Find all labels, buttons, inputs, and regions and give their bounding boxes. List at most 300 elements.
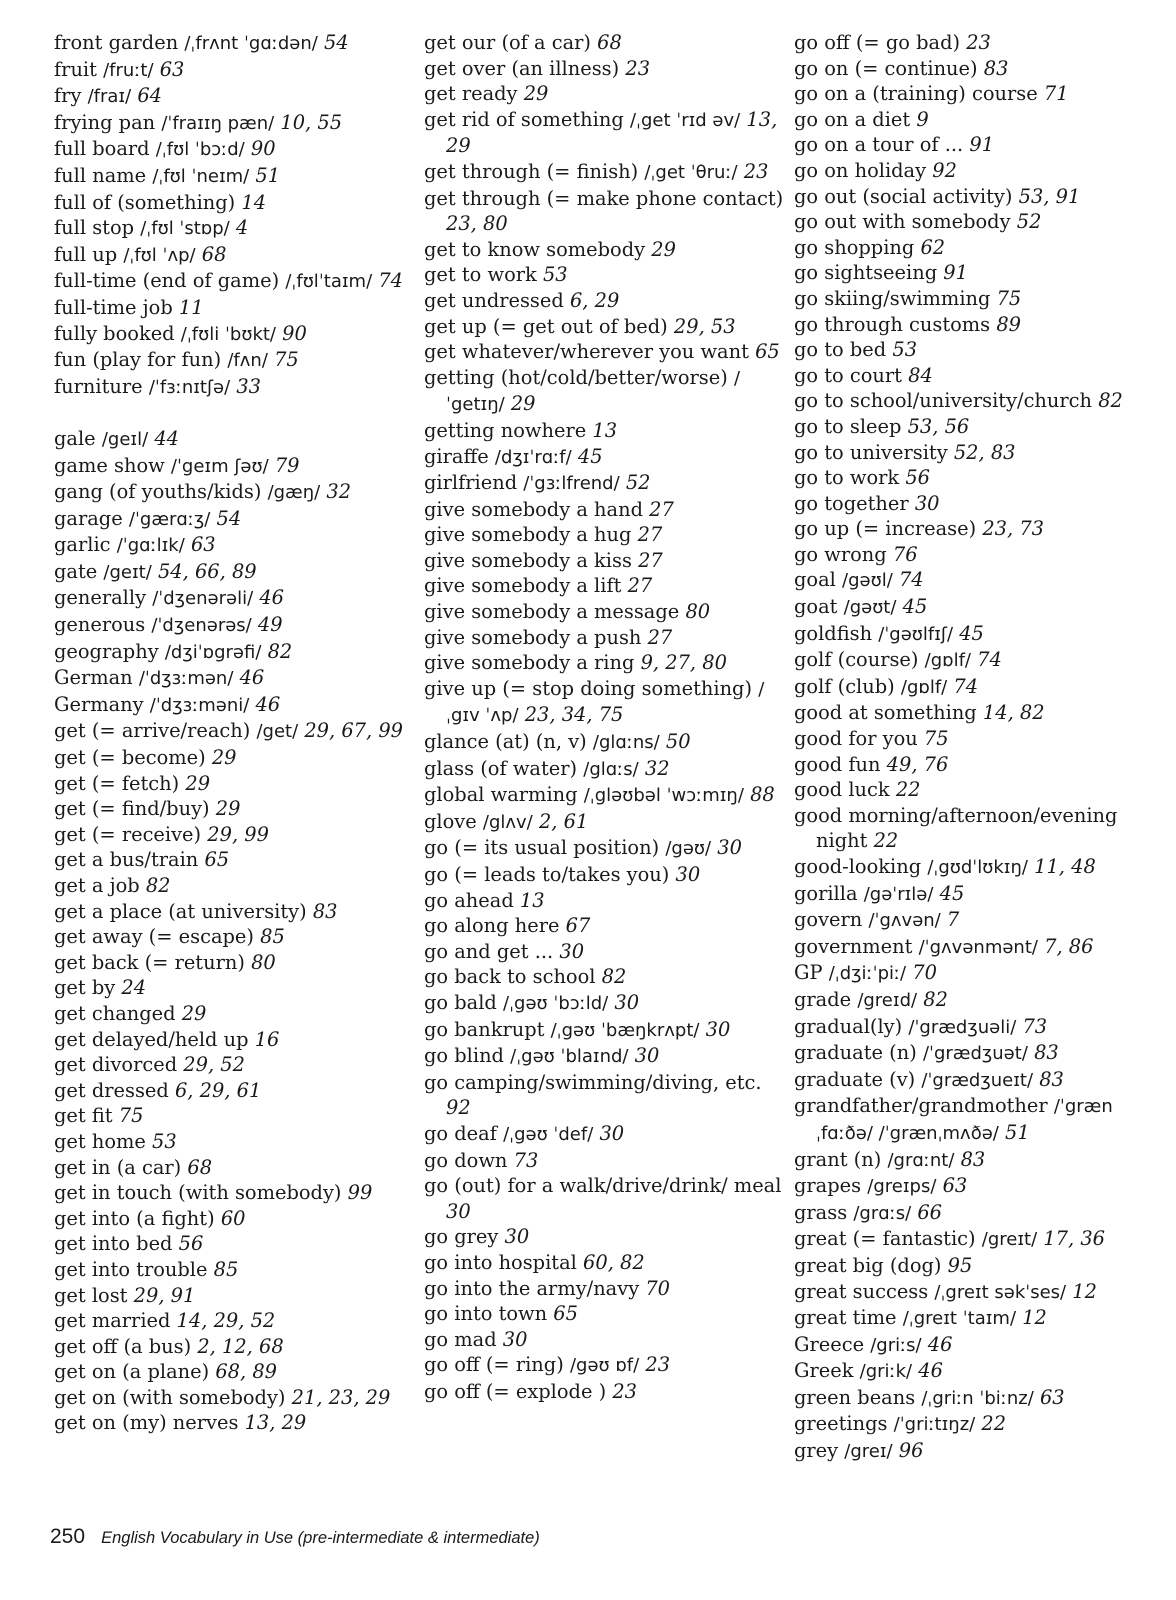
entry-headword: goal [794,568,836,592]
entry-unit-numbers: 29 [215,797,241,821]
entry-unit-numbers: 4 [235,216,249,240]
entry-headword: get our (of a car) [424,31,591,54]
entry-headword: go on (= continue) [794,56,978,80]
entry-unit-numbers: 74 [898,568,924,592]
index-entry [54,426,414,453]
entry-unit-numbers: 63 [190,533,216,557]
index-entry [424,56,784,82]
entry-pronunciation: /greɪps/ [867,1176,937,1198]
index-entry [54,268,414,295]
entry-headword: give somebody a hand [424,497,643,521]
entry-unit-numbers: 7 [946,908,960,932]
index-entry [54,83,414,110]
index-entry [424,237,784,263]
entry-pronunciation: /fruːt/ [103,59,154,81]
index-entry [424,888,784,914]
entry-headword: get to work [424,263,537,287]
entry-headword: good morning/afternoon/evening night [794,803,1118,853]
index-entry [424,365,784,418]
entry-unit-numbers: 49 [257,613,283,637]
entry-headword: get married [54,1309,171,1333]
entry-pronunciation: /gəˈrɪlə/ [863,883,934,905]
index-entry [424,1276,784,1302]
entry-headword: get on (my) nerves [54,1411,239,1435]
entry-unit-numbers: 53, 56 [907,414,970,438]
entry-unit-numbers: 91 [943,261,968,285]
entry-unit-numbers: 30 [504,1225,530,1249]
entry-headword: get undressed [424,288,564,312]
entry-unit-numbers: 83 [1039,1067,1064,1091]
entry-unit-numbers: 79 [274,453,300,477]
entry-headword: get by [54,976,116,1000]
entry-unit-numbers: 74 [378,269,403,293]
entry-headword: garlic [54,533,111,557]
entry-headword: get on (a plane) [54,1360,210,1384]
entry-headword: glove [424,809,477,833]
entry-headword: give somebody a kiss [424,548,632,572]
entry-unit-numbers: 27 [627,574,653,598]
entry-headword: fully booked [54,321,175,345]
entry-unit-numbers: 29, 53 [673,314,736,338]
entry-headword: get back (= return) [54,950,245,974]
entry-unit-numbers: 45 [939,881,965,905]
index-entry [54,692,414,719]
entry-headword: good fun [794,752,881,776]
index-entry [794,30,1164,56]
entry-headword: great success [794,1279,929,1303]
index-entry [424,444,784,471]
index-entry [424,862,784,888]
entry-unit-numbers: 68 [201,242,227,266]
index-entry [794,1200,1164,1227]
entry-pronunciation: /ˈgʌvən/ [868,910,941,932]
index-entry [424,650,784,676]
entry-headword: gorilla [794,881,858,905]
entry-unit-numbers: 89 [996,312,1021,336]
entry-pronunciation: /ˈdʒenərəli/ [152,588,254,610]
entry-pronunciation: /greɪd/ [857,989,918,1011]
entry-headword: go bankrupt [424,1017,545,1041]
entry-pronunciation: /grɑːnt/ [887,1149,955,1171]
entry-pronunciation: /gəʊ/ [665,838,712,860]
entry-headword: GP [794,961,823,985]
entry-unit-numbers: 70 [645,1276,671,1300]
entry-headword: go (= leads to/takes you) [424,863,670,886]
entry-headword: go bald [424,990,497,1014]
entry-unit-numbers: 67 [565,914,591,938]
entry-headword: go sightseeing [794,261,938,285]
entry-unit-numbers: 30 [705,1017,731,1041]
entry-pronunciation: /ˌgəʊ ˈbɔːld/ [503,992,609,1014]
entry-unit-numbers: 23, 80 [446,212,508,236]
entry-unit-numbers: 82 [923,987,948,1011]
entry-pronunciation: /ˈdʒɜːmən/ [138,668,234,690]
entry-unit-numbers: 51 [1005,1120,1030,1144]
entry-unit-numbers: 85 [260,925,285,949]
entry-headword: fry [54,84,82,108]
entry-headword: German [54,666,133,690]
entry-headword: go deaf [424,1121,497,1145]
entry-unit-numbers: 10, 55 [280,110,343,134]
entry-pronunciation: /gəʊt/ [843,597,897,619]
entry-unit-numbers: 63 [159,57,185,81]
entry-pronunciation: /ˈgriːtɪŋz/ [893,1414,976,1436]
index-entry [794,414,1164,440]
index-entry [794,803,1164,854]
page-footer [50,1525,540,1549]
entry-headword: golf (club) [794,674,895,698]
index-entry [424,1379,784,1405]
entry-unit-numbers: 29 [523,82,549,106]
index-entry [794,881,1164,908]
entry-unit-numbers: 14, 82 [982,701,1045,725]
index-entry [794,1279,1164,1306]
entry-unit-numbers: 96 [898,1439,924,1463]
entry-headword: get (= fetch) [54,771,180,795]
entry-headword: great (= fantastic) [794,1227,976,1251]
entry-pronunciation: /ˌgəʊ ˈblaɪnd/ [510,1046,629,1068]
index-entry [424,1121,784,1148]
entry-unit-numbers: 32 [644,756,670,780]
entry-headword: give somebody a message [424,600,680,624]
index-entry [424,782,784,809]
entry-headword: front garden [54,31,179,54]
entry-headword: grass [794,1200,848,1224]
index-entry [794,388,1164,414]
index-entry [424,599,784,625]
index-entry [54,718,414,745]
index-entry [54,745,414,771]
entry-pronunciation: /dʒɪˈrɑːf/ [494,446,572,468]
index-entry [54,1257,414,1283]
entry-unit-numbers: 24 [121,976,147,1000]
index-entry [794,567,1164,594]
entry-unit-numbers: 13, 29 [446,107,778,158]
entry-unit-numbers: 21, 23, 29 [291,1385,391,1409]
entry-headword: go into hospital [424,1250,577,1274]
index-entry [424,314,784,340]
entry-headword: go off (= go bad) [794,31,961,54]
index-entry [794,209,1164,235]
index-entry [424,913,784,939]
index-entry [54,950,414,976]
entry-unit-numbers: 13, 29 [244,1411,307,1435]
entry-headword: grapes [794,1174,862,1198]
entry-headword: go on a (training) course [794,82,1038,106]
entry-headword: good luck [794,778,890,802]
entry-unit-numbers: 60 [220,1206,246,1230]
entry-headword: furniture [54,374,143,398]
entry-headword: go into the army/navy [424,1276,640,1300]
entry-pronunciation: /ˌdʒiːˈpiː/ [828,963,907,985]
index-entry [424,1070,784,1121]
index-entry [54,532,414,559]
entry-headword: go up (= increase) [794,517,977,541]
entry-unit-numbers: 11 [178,295,204,319]
entry-unit-numbers: 14, 29, 52 [176,1309,276,1333]
index-entry [794,132,1164,158]
entry-headword: get home [54,1129,146,1153]
entry-headword: get divorced [54,1053,178,1077]
entry-unit-numbers: 99 [347,1181,373,1205]
entry-pronunciation: /ˌgɪv ˈʌp/ [446,678,765,727]
index-entry [794,440,1164,466]
index-entry [54,612,414,639]
entry-headword: full stop [54,216,135,240]
index-entry [794,286,1164,312]
entry-pronunciation: /gæŋ/ [267,482,321,504]
entry-headword: give somebody a ring [424,651,635,675]
entry-pronunciation: /glɑːns/ [592,732,660,754]
entry-unit-numbers: 22 [895,778,921,802]
entry-pronunciation: /geɪl/ [101,428,149,450]
entry-unit-numbers: 50 [665,730,691,754]
entry-unit-numbers: 82 [601,965,627,989]
entry-headword: gale [54,426,96,450]
entry-headword: go grey [424,1225,499,1249]
index-entry [794,491,1164,517]
entry-headword: go shopping [794,235,915,259]
entry-unit-numbers: 75 [118,1104,144,1128]
entry-unit-numbers: 65 [755,340,780,364]
index-entry [424,548,784,574]
entry-unit-numbers: 60, 82 [583,1250,645,1274]
entry-unit-numbers: 27 [647,625,673,649]
entry-unit-numbers: 64 [137,84,163,108]
entry-unit-numbers: 53 [892,338,918,362]
entry-headword: give up (= stop doing something) [424,676,753,700]
entry-headword: go to university [794,440,948,464]
entry-unit-numbers: 30 [559,939,585,963]
entry-unit-numbers: 53 [542,263,568,287]
entry-headword: go skiing/swimming [794,286,991,310]
index-entry [54,1155,414,1181]
entry-pronunciation: /ˈgəʊlfɪʃ/ [878,623,954,645]
entry-pronunciation: /ˌgreɪt ˈtaɪm/ [902,1308,1017,1330]
index-entry [54,1308,414,1334]
index-entry [794,1385,1164,1412]
entry-unit-numbers: 75 [996,286,1022,310]
entry-headword: get to know somebody [424,237,646,261]
entry-unit-numbers: 92 [932,158,957,182]
entry-unit-numbers: 33 [236,374,262,398]
index-entry [54,924,414,950]
index-entry [424,990,784,1017]
entry-headword: get (= find/buy) [54,797,210,821]
index-entry [424,497,784,523]
entry-headword: go on a tour of ... [794,133,964,157]
entry-pronunciation: /ˌfʊl ˈstɒp/ [140,218,230,240]
entry-headword: fun (play for fun) [54,348,222,372]
entry-pronunciation: /glʌv/ [482,811,533,833]
entry-headword: go wrong [794,542,887,566]
entry-unit-numbers: 23 [625,56,651,80]
index-entry [54,771,414,797]
entry-headword: garage [54,506,123,530]
entry-headword: full board [54,137,150,161]
entry-unit-numbers: 29 [510,392,536,416]
entry-unit-numbers: 29, 52 [183,1053,245,1077]
entry-pronunciation: /ˌfʊl ˈʌp/ [123,244,196,266]
entry-pronunciation: /glɑːs/ [583,758,639,780]
entry-unit-numbers: 30 [502,1327,528,1351]
entry-headword: get a job [54,874,140,897]
entry-unit-numbers: 30 [914,491,940,515]
index-entry [54,585,414,612]
entry-headword: go out with somebody [794,210,1011,234]
index-entry [54,1231,414,1257]
entry-unit-numbers: 6, 29, 61 [174,1078,262,1102]
entry-unit-numbers: 22 [981,1412,1007,1436]
entry-unit-numbers: 91 [969,133,995,157]
entry-unit-numbers: 29, 67, 99 [304,719,404,743]
entry-headword: full of (something) [54,190,236,214]
entry-unit-numbers: 22 [873,829,899,853]
index-entry [54,847,414,873]
entry-pronunciation: /greɪt/ [981,1229,1038,1251]
entry-unit-numbers: 75 [923,727,949,751]
index-entry [794,1040,1164,1067]
index-entry [424,676,784,729]
entry-unit-numbers: 12 [1022,1306,1047,1330]
entry-unit-numbers: 84 [908,363,933,387]
index-entry [794,777,1164,803]
index-entry [54,822,414,848]
entry-headword: go to school/university/church [794,389,1093,413]
index-entry [54,136,414,163]
entry-unit-numbers: 45 [959,621,984,645]
index-entry [794,1067,1164,1094]
entry-unit-numbers: 45 [577,444,603,468]
index-entry [794,1093,1164,1146]
entry-unit-numbers: 17, 36 [1043,1227,1106,1251]
index-entry [54,295,414,321]
index-entry [794,1173,1164,1200]
entry-pronunciation: /ˌgriːn ˈbiːnz/ [921,1387,1034,1409]
entry-pronunciation: /ˈgærɑːʒ/ [128,508,211,530]
entry-unit-numbers: 23 [645,1353,671,1377]
index-entry [794,1147,1164,1174]
index-entry [54,1359,414,1385]
entry-pronunciation: /ˌfʊlˈtaɪm/ [285,271,373,293]
entry-headword: full up [54,242,118,266]
entry-headword: go to bed [794,338,887,362]
index-entry [54,1129,414,1155]
entry-pronunciation: /ˌgəʊ ˈbæŋkrʌpt/ [550,1019,700,1041]
entry-unit-numbers: 23 [612,1379,638,1403]
entry-unit-numbers: 30 [634,1044,660,1068]
entry-unit-numbers: 30 [614,990,640,1014]
index-entry [54,163,414,190]
index-entry [424,625,784,651]
index-entry [794,960,1164,987]
entry-unit-numbers: 45 [902,595,928,619]
entry-unit-numbers: 75 [274,348,299,372]
entry-headword: get delayed/held up [54,1027,249,1051]
index-entry [424,1148,784,1174]
entry-headword: great big (dog) [794,1253,942,1277]
entry-headword: grandfather/grandmother [794,1094,1048,1118]
index-entry [54,1052,414,1078]
entry-headword: full-time job [54,295,173,319]
entry-headword: go off (= explode ) [424,1379,607,1403]
index-entry [424,1301,784,1327]
index-entry [794,621,1164,648]
index-column-2 [424,30,784,1404]
entry-headword: go blind [424,1044,504,1068]
index-entry [424,964,784,990]
index-entry [794,1358,1164,1385]
entry-pronunciation: /gəʊ ɒf/ [569,1355,640,1377]
entry-unit-numbers: 92 [446,1096,471,1120]
entry-unit-numbers: 6, 29 [569,288,620,312]
index-entry [794,1014,1164,1041]
index-entry [54,1103,414,1129]
index-entry [54,479,414,506]
entry-unit-numbers: 63 [942,1174,968,1198]
entry-headword: go (= its usual position) [424,836,660,860]
entry-headword: go into town [424,1302,548,1326]
entry-headword: Germany [54,692,144,716]
entry-unit-numbers: 12 [1072,1279,1097,1303]
entry-headword: govern [794,908,863,932]
index-entry [424,470,784,497]
index-entry [54,1410,414,1436]
entry-pronunciation: /ˌfʊli ˈbʊkt/ [180,323,276,345]
entry-unit-numbers: 30 [717,836,742,860]
index-entry [794,594,1164,621]
entry-headword: get fit [54,1104,113,1128]
entry-unit-numbers: 65 [553,1302,578,1326]
entry-pronunciation: /ˌgləʊbəl ˈwɔːmɪŋ/ [583,785,744,807]
entry-unit-numbers: 7, 86 [1044,934,1094,958]
entry-headword: get dressed [54,1078,169,1102]
entry-unit-numbers: 2, 61 [538,809,589,833]
entry-headword: go to work [794,466,900,490]
entry-unit-numbers: 82 [267,639,293,663]
index-entry [54,215,414,242]
entry-headword: full name [54,163,147,187]
index-entry [794,516,1164,542]
entry-unit-numbers: 63 [1039,1385,1065,1409]
index-entry [424,159,784,186]
index-entry [424,107,784,159]
entry-unit-numbers: 62 [920,235,946,259]
entry-pronunciation: /gɒlf/ [924,650,971,672]
index-entry [424,756,784,783]
entry-unit-numbers: 52, 83 [953,440,1016,464]
index-entry [424,1250,784,1276]
entry-headword: get into bed [54,1232,173,1256]
index-entry [54,110,414,137]
entry-unit-numbers: 68 [597,31,622,54]
entry-pronunciation: /ˈgɑːlɪk/ [116,535,185,557]
entry-unit-numbers: 29, 99 [207,822,269,846]
entry-headword: grant (n) [794,1147,882,1171]
entry-unit-numbers: 95 [947,1253,973,1277]
entry-pronunciation: /greɪ/ [844,1441,893,1463]
entry-headword: good at something [794,701,977,725]
index-entry [794,1332,1164,1359]
entry-pronunciation: /ˈgeɪm ʃəʊ/ [170,455,269,477]
entry-headword: generally [54,586,147,610]
index-entry [54,374,414,401]
index-entry [54,873,414,899]
index-entry [424,835,784,862]
entry-unit-numbers: 68, 89 [215,1360,278,1384]
index-entry [424,1224,784,1250]
index-entry [54,899,414,925]
